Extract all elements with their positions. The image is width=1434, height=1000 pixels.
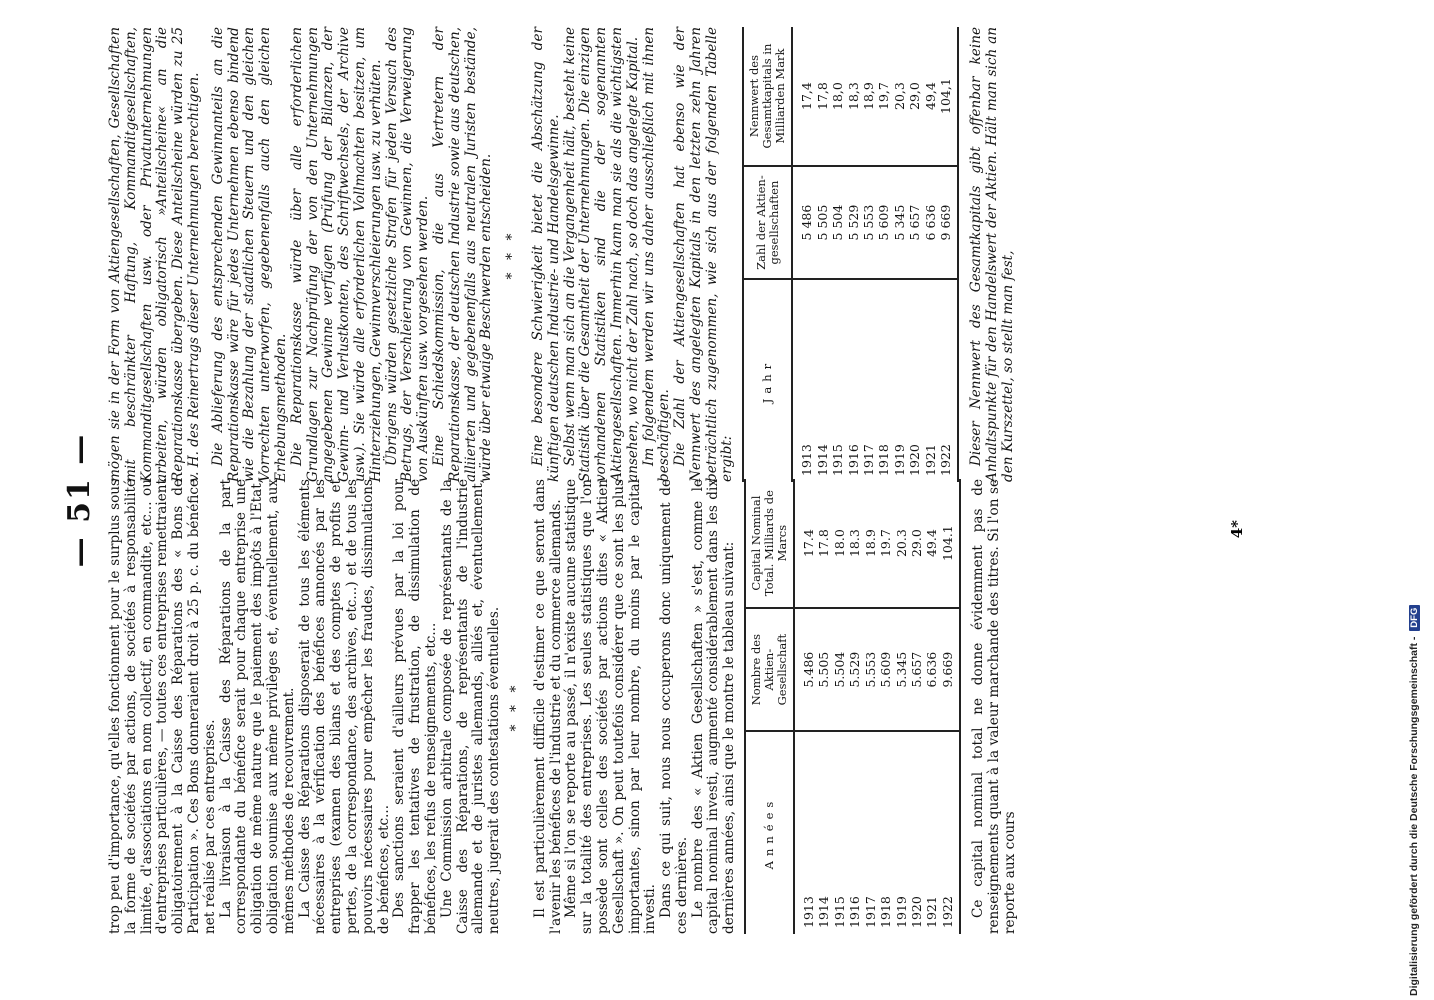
- german-paragraph: Die Zahl der Aktiengesellschaften hat ebenso wie der Nennwert des angelegten Kapitals in den letzten zehn Jahren beträchtlich zugenommen, wie sich aus der folgenden Tabelle ergibt:: [672, 27, 736, 482]
- column-header-year: Années: [745, 731, 794, 934]
- table-row: [847, 479, 862, 934]
- column-header-count: Nombre des Aktien-Gesellschaft: [745, 608, 794, 731]
- french-paragraph: Même si l'on se reporte au passé, il n'existe aucune statistique sur la totalité des entreprises. Les seules statistiques que l'on possède sont celles des sociétés par actions dites « Aktien Gesellschaft ». On peut toutefois considérer que ce sont les plus importantes, sinon par leur nombre, du moins par le capital investi.: [563, 479, 659, 934]
- german-paragraph: Die Reparationskasse würde über alle erforderlichen Grundlagen zur Nachprüfung der von den Unternehmungen angegebenen Gewinne verfügen (Prüfung der Bilanzen, der Gewinn- und Verlustkonten, des Schriftwechsels, der Archive usw.). Sie würde alle erforderlichen Vollmachten besitzen, um Hinterziehungen, Gewinnverschleierungen usw. zu verhüten.: [288, 27, 384, 482]
- year-cell: 1921: [924, 896, 940, 928]
- capital-cell: 19,7: [876, 27, 891, 166]
- year-cell: 1914: [814, 444, 830, 476]
- count-cell: 6.636: [924, 608, 939, 731]
- page-number: — 51 —: [62, 432, 97, 568]
- count-cell: 5.657: [909, 608, 924, 731]
- capital-cell: 18,3: [846, 27, 861, 166]
- year-cell: 1921: [922, 444, 938, 476]
- year-cell: 1917: [862, 896, 878, 928]
- table-row: [816, 479, 831, 934]
- table-row: [832, 479, 847, 934]
- year-cell: 1922: [938, 279, 958, 482]
- german-paragraph: Eine Schiedskommission, die aus Vertretern der Reparationskasse, der deutschen Industrie sowie aus deutschen, alliierten und gegebenenfalls aus neutralen Juristen bestände, würde über etwaige Beschwerden entscheiden.: [430, 27, 495, 482]
- table-row: [894, 479, 909, 934]
- section-separator: * * *: [507, 681, 524, 732]
- year-cell: 1919: [893, 896, 909, 928]
- count-cell: 9.669: [940, 608, 960, 731]
- count-cell: 5.345: [894, 608, 909, 731]
- count-cell: 5 657: [907, 166, 922, 279]
- column-header-capital: Nennwert des Gesamtkapitals in Milliarden Mark: [743, 27, 792, 166]
- table-row: [878, 479, 893, 934]
- dfg-logo: DFG: [1409, 605, 1420, 631]
- capital-cell: 17.4: [794, 479, 816, 608]
- table-row: [863, 479, 878, 934]
- table-row: [792, 27, 814, 482]
- capital-cell: 18.0: [832, 479, 847, 608]
- count-cell: 5 505: [815, 166, 830, 279]
- capital-cell: 17,8: [815, 27, 830, 166]
- count-cell: 5 553: [861, 166, 876, 279]
- year-cell: 1915: [831, 896, 847, 928]
- table-row: [815, 27, 830, 482]
- table-row: [846, 27, 861, 482]
- german-paragraph: Eine besondere Schwierigkeit bietet die Abschätzung der künftigen deutschen Industrie- und Handelsgewinne.: [529, 27, 562, 482]
- capital-cell: 18,9: [861, 27, 876, 166]
- year-cell: 1918: [876, 444, 892, 476]
- table-row: [892, 27, 907, 482]
- year-cell: 1916: [847, 896, 863, 928]
- count-cell: 5 529: [846, 166, 861, 279]
- german-column: [108, 27, 1017, 482]
- year-cell: 1915: [830, 444, 846, 476]
- year-cell: 1918: [878, 896, 894, 928]
- count-cell: 5.553: [863, 608, 878, 731]
- capital-cell: 18.9: [863, 479, 878, 608]
- table-row: [830, 27, 845, 482]
- count-cell: 9 669: [938, 166, 958, 279]
- french-paragraph: Le nombre des « Aktien Gesellschaften » s'est, comme le capital nominal investi, augmenté considérablement dans les dix dernières années, ainsi que le montre le tableau suivant:: [689, 479, 738, 934]
- french-paragraph: Il est particulièrement difficile d'estimer ce que seront dans l'avenir les bénéfices de l'industrie et du commerce allemands.: [531, 479, 564, 934]
- signature-mark: 4*: [1228, 520, 1246, 539]
- capital-cell: 20,3: [892, 27, 907, 166]
- capital-cell: 18.3: [847, 479, 862, 608]
- column-header-year: Jahr: [743, 279, 792, 482]
- german-paragraph: Die Ablieferung des entsprechenden Gewinnanteils an die Reparationskasse wäre für jedes Unternehmen ebenso bindend wie die Bezahlung der staatlichen Steuern und den gleichen Vorrechten unterworfen, gegebenenfalls auch den gleichen Erhebungsmethoden.: [209, 27, 289, 482]
- year-cell: 1914: [816, 896, 832, 928]
- french-statistics-table: [744, 479, 961, 934]
- capital-cell: 17,4: [792, 27, 814, 166]
- section-separator: * * *: [504, 229, 521, 280]
- table-row: [909, 479, 924, 934]
- year-cell: 1919: [891, 444, 907, 476]
- year-cell: 1917: [860, 444, 876, 476]
- french-paragraph: La livraison à la Caisse des Réparations de la part correspondante du bénéfice serait pour chaque entreprise une obligation de même nature que le paiement des impôts à l'Etat, obligation soumise aux même privilèges et, éventuellement, aux mêmes méthodes de recouvrement.: [217, 479, 297, 934]
- french-paragraph: Dans ce qui suit, nous nous occuperons donc uniquement de ces dernières.: [658, 479, 690, 934]
- german-paragraph: Dieser Nennwert des Gesamtkapitals gibt offenbar keine Anhaltspunkte für den Handelswert der Aktien. Hält man sich an den Kurszettel, so stellt man fest,: [968, 27, 1016, 482]
- capital-cell: 20.3: [894, 479, 909, 608]
- french-paragraph: La Caisse des Réparations disposerait de tous les éléments nécessaires à la vérification des bénéfices annoncés par les entreprises (examen des bilans et des comptes de profits et pertes, de la correspondance, des archives, etc...) et de tous les pouvoirs nécessaires pour empêcher les fraudes, dissimulations de bénéfices, etc...: [296, 479, 392, 934]
- year-cell: 1920: [907, 444, 923, 476]
- capital-cell: 49,4: [923, 27, 938, 166]
- german-paragraph: Selbst wenn man sich an die Vergangenheit hält, besteht keine Statistik über die Gesamtheit der Unternehmungen. Die einzigen vorhandenen Statistiken sind die der sogenannten Aktiengesellschaften. Immerhin kann man sie als die wichtigsten ansehen, wo nicht der Zahl nach, so doch das angelegte Kapital.: [561, 27, 641, 482]
- capital-cell: 29,0: [907, 27, 922, 166]
- capital-cell: 18,0: [830, 27, 845, 166]
- capital-cell: 29.0: [909, 479, 924, 608]
- count-cell: 5.504: [832, 608, 847, 731]
- year-cell: 1916: [845, 444, 861, 476]
- count-cell: 6 636: [923, 166, 938, 279]
- capital-cell: 49.4: [924, 479, 939, 608]
- french-paragraph: Des sanctions seraient d'ailleurs prévues par la loi pour frapper les tentatives de frustration, de dissimulation de bénéfices, les refus de renseignements, etc...: [391, 479, 439, 934]
- capital-cell: 19.7: [878, 479, 893, 608]
- column-header-count: Zahl der Aktien-gesellschaften: [743, 166, 792, 279]
- french-paragraph: trop peu d'importance, qu'elles fonctionnent pour le surplus sous la forme de sociétés par actions, de sociétés à responsabilité limitée, d'associations en nom collectif, en commandite, etc... ou d'entreprises particulières, — toutes ces entreprises remettraient obligatoirement à la Caisse des Réparations des « Bons de Participation ». Ces Bons donneraient droit à 25 p. c. du bénéfice net réalisé par ces entreprises.: [107, 479, 218, 934]
- count-cell: 5.505: [816, 608, 831, 731]
- french-paragraph: Ce capital nominal total ne donne évidemment pas de renseignements quant à la valeur marchande des titres. Si l'on se reporte aux cours: [970, 479, 1018, 934]
- table-row: [938, 27, 958, 482]
- year-cell: 1913: [799, 444, 815, 476]
- german-paragraph: Im folgendem werden wir uns daher ausschließlich mit ihnen beschäftigen.: [640, 27, 673, 482]
- table-row: [907, 27, 922, 482]
- table-row: [794, 479, 816, 934]
- german-paragraph: mögen sie in der Form von Aktiengesellschaften, Gesellschaften mit beschränkter Haftung, Kommanditgesellschaften, Kommanditgesellschaften usw. oder Privatunternehmungen arbeiten, würden obligatorisch »Anteilscheine« an die Reparationskasse übergeben. Diese Anteilscheine würden zu 25 v. H. des Reinertrags dieser Unternehmungen berechtigen.: [107, 27, 202, 482]
- table-row: [924, 479, 939, 934]
- german-paragraph: Übrigens würden gesetzliche Strafen für jeden Versuch des Betrugs, der Verschleierung von Gewinnen, die Verweigerung von Auskünften usw. vorgesehen werden.: [383, 27, 432, 482]
- year-cell: 1922: [940, 731, 960, 934]
- capital-cell: 104.1: [940, 479, 960, 608]
- year-cell: 1913: [801, 896, 817, 928]
- funding-note: [1408, 16, 1420, 996]
- table-row: [923, 27, 938, 482]
- german-statistics-table: [742, 27, 959, 482]
- count-cell: 5.529: [847, 608, 862, 731]
- funding-text: Digitalisierung gefördert durch die Deutsche Forschungsgemeinschaft -: [1408, 636, 1420, 996]
- count-cell: 5.609: [878, 608, 893, 731]
- count-cell: 5 609: [876, 166, 891, 279]
- count-cell: 5 486: [792, 166, 814, 279]
- capital-cell: 17.8: [816, 479, 831, 608]
- column-header-capital: Capital Nominal Total. Milliards de Marcs: [745, 479, 794, 608]
- count-cell: 5 504: [830, 166, 845, 279]
- count-cell: 5 345: [892, 166, 907, 279]
- french-paragraph: Une Commission arbitrale composée de représentants de la Caisse des Réparations, de représentants de l'industrie allemande et de juristes allemands, alliés et, éventuellement, neutres, jugerait des contestations éventuelles.: [438, 479, 503, 934]
- capital-cell: 104,1: [938, 27, 958, 166]
- year-cell: 1920: [908, 896, 924, 928]
- table-row: [876, 27, 891, 482]
- table-row: [940, 479, 960, 934]
- table-row: [861, 27, 876, 482]
- french-column: [108, 479, 1019, 934]
- count-cell: 5.486: [794, 608, 816, 731]
